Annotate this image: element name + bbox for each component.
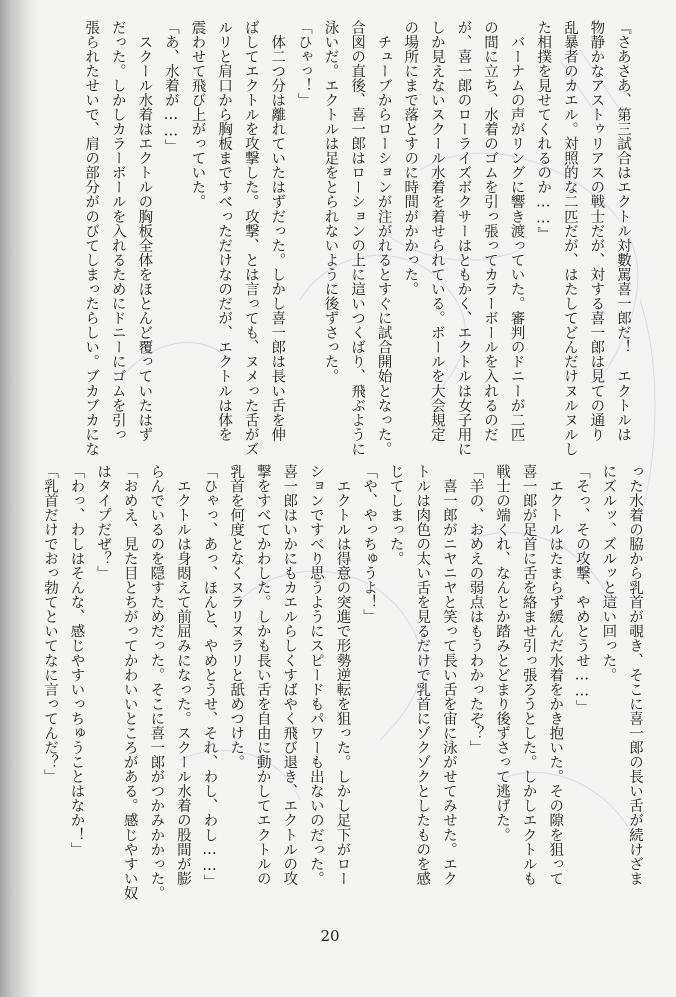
text-line: チューブからローションが注がれるとすぐに試合開始となった。 [375, 20, 392, 457]
text-line: スクール水着はエクトルの胸板全体をほとんど覆っていたはず [136, 20, 153, 442]
text-line: 震わせて飛び上がっていた。 [189, 20, 206, 210]
text-line: 「あ、水着が……」 [162, 20, 179, 154]
text-line: 「乳首だけでおっ勃てといてなに言ってんだ？」 [41, 464, 58, 784]
text-line: 「おめえ、見た目とちがってかわいいところがある。感じやすい奴 [121, 464, 138, 901]
text-line: バーナムの声がリングに響き渡っていた。審判のドニーが二匹 [508, 20, 525, 442]
page-binding-shadow [0, 0, 40, 997]
text-line: 撃をすべてかわした。しかも長い舌を自由に動かしてエクトルの [254, 464, 271, 886]
text-line: 物静かなアストゥリアスの戦士だが、対する喜一郎は見ての通り [588, 20, 605, 442]
text-line: 「わっ、わしはそんな、感じやすいっちゅうことはなか！」 [68, 464, 85, 857]
text-line: 乳首を何度となくヌラリヌラリと舐めつけた。 [228, 464, 245, 770]
text-line: 合図の直後、喜一郎はローションの上に這いつくばり、飛ぶように [349, 20, 366, 457]
text-line: トルは肉色の太い舌を見るだけで乳首にゾクゾクとしたものを感 [414, 464, 431, 886]
text-block-top [78, 20, 636, 460]
text-line: 体二つ分は離れていたはずだった。しかし喜一郎は長い舌を伸 [269, 20, 286, 442]
text-line: の間に立ち、水着のゴムを引っ張ってカラーボールを入れるのだ [482, 20, 499, 442]
text-line: はタイプだぜ？」 [95, 464, 112, 581]
text-line: の場所にまで落とすのに時間がかかった。 [402, 20, 419, 297]
text-line: 喜一郎はいかにもカエルらしくすばやく飛び退き、エクトルの攻 [281, 464, 298, 886]
text-block-bottom [36, 464, 648, 904]
text-line: 喜一郎が足首に舌を絡ませ引っ張ろうとした。しかしエクトルも [520, 464, 537, 886]
text-line: 『さあさあ、第三試合はエクトル対數罵喜一郎だ！ エクトルは [615, 20, 631, 442]
text-line: じてしまった。 [387, 464, 404, 566]
text-line: 戦士の端くれ、なんとか踏みとどまり後ずさって逃げた。 [494, 464, 511, 843]
text-line: だった。しかしカラーボールを入れるためにドニーにゴムを引っ [109, 20, 126, 442]
text-line: ばしてエクトルを攻撃した。攻撃、とは言っても、ヌメった舌がズ [242, 20, 259, 457]
text-line: た相撲を見せてくれるのか……』 [535, 20, 552, 242]
text-line: った水着の脇から乳首が覗き、そこに喜一郎の長い舌が続けざま [627, 464, 643, 886]
text-line: エクトルは得意の突進で形勢逆転を狙った。しかし足下がロー [334, 464, 351, 886]
text-line: エクトルは身悶えて前屈みになった。スクール水着の股間が膨 [174, 464, 191, 886]
text-line: 乱暴者のカエル。対照的な二匹だが、はたしてどんだけヌルヌルし [561, 20, 578, 457]
text-line: 「ひゃっ、あっ、ほんと、やめとうせ、それ、わし、わし……」 [201, 464, 218, 889]
text-line: 「や、やっちゅうよ！」 [361, 464, 378, 624]
text-line: 「そっ、その攻撃、やめとうせ……」 [573, 464, 590, 715]
text-line: 「ひゃっ！」 [295, 20, 312, 108]
text-line: 張られたせいで、肩の部分がのびてしまったらしい。ブカブカにな [83, 20, 100, 457]
text-line: ルリと肩口から胸板まですべっただけなのだが、エクトルは体を [216, 20, 233, 442]
text-line: 泳いだ。エクトルは足をとられないように後ずさった。 [322, 20, 339, 384]
text-line: 喜一郎がニヤニヤと笑って長い舌を宙に泳がせてみせた。エク [440, 464, 457, 886]
text-line: らんでいるのを隠すためだった。そこに喜一郎がつかみかかった。 [148, 464, 165, 901]
text-line: にズルッ、ズルッと這い回った。 [600, 464, 617, 683]
text-line: が、喜一郎のローライズボクサーはともかく、エクトルは女子用に [455, 20, 472, 457]
text-line: しか見えないスクール水着を着せられている。ボールを大会規定 [428, 20, 445, 442]
text-line: 「羊の、おめえの弱点はもうわかったぞ？」 [467, 464, 484, 755]
text-line: エクトルはたまらず緩んだ水着をかき抱いた。その隙を狙って [547, 464, 564, 886]
text-line: ションですべり思うようにスピードもパワーも出ないのだった。 [307, 464, 324, 886]
page-number: 20 [320, 927, 340, 945]
